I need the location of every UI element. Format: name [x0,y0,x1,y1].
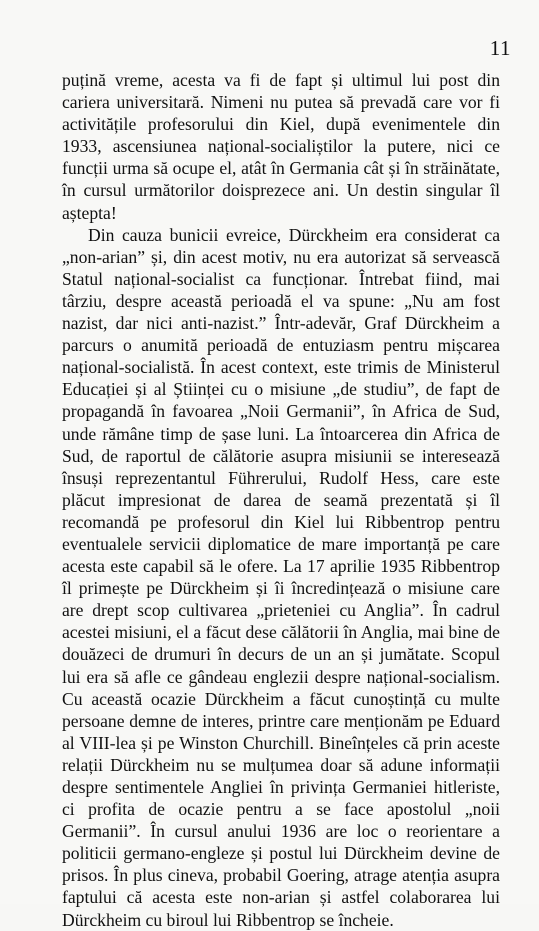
paragraph-2: Din cauza bunicii evreice, Dürckheim era considerat ca „non-arian” și, din acest motiv, nu era autorizat să servească Statul național-socialist ca funcționar. Întrebat fiind, mai târziu, despre această perioadă el va spune: „Nu am fost nazist, dar nici anti-nazist.” Într-adevăr, Graf Dürckheim a parcurs o anumită perioadă de entuziasm pentru mișcarea național-socialistă. În acest context, este trimis de Ministerul Educației și al Științei cu o misiune „de studiu”, de fapt de propagandă în favoarea „Noii Germanii”, în Africa de Sud, unde rămâne timp de șase luni. La întoarcerea din Africa de Sud, de raportul de călătorie asupra misiunii se interesează însuși reprezentantul Führerului, Rudolf Hess, care este plăcut impresionat de darea de seamă prezentată și îl recomandă pe profesorul din Kiel lui Ribbentrop pentru eventualele servicii diplomatice de mare importanță pe care acesta este capabil să le ofere. La 17 aprilie 1935 Ribbentrop îl primește pe Dürckheim și îi încredințează o misiune care are drept scop cultivarea „prieteniei cu Anglia”. În cadrul acestei misiuni, el a făcut dese călătorii în Anglia, mai bine de douăzeci de drumuri în decurs de un an și jumătate. Scopul lui era să afle ce gândeau englezii despre național-socialism. Cu această ocazie Dürckheim a făcut cunoștință cu multe persoane demne de interes, printre care menționăm pe Eduard al VIII-lea și pe Winston Churchill. Bineînțeles că prin aceste relații Dürckheim nu se mulțumea doar să adune informații despre sentimentele Angliei în privința Germaniei hitleriste, ci profita de ocazie pentru a se face apostolul „noii Germanii”. În cursul anului 1936 are loc o reorientare a politicii germano-engleze și postul lui Dürckheim devine de prisos. În plus cineva, probabil Goering, atrage atenția asupra faptului că acesta este non-arian și astfel colaborarea lui Dürckheim cu biroul lui Ribbentrop se încheie. [62,224,500,930]
body-text [62,69,500,931]
page-number: 11 [489,36,511,60]
paragraph-1: puțină vreme, acesta va fi de fapt și ultimul lui post din cariera universitară. Nimeni nu putea să prevadă care vor fi activitățile profesorului din Kiel, după evenimentele din 1933, ascensiunea național-socialiștilor la putere, nici ce funcții urma să ocupe el, atât în Germania cât și în străinătate, în cursul următorilor doisprezece ani. Un destin singular îl aștepta! [62,70,500,223]
